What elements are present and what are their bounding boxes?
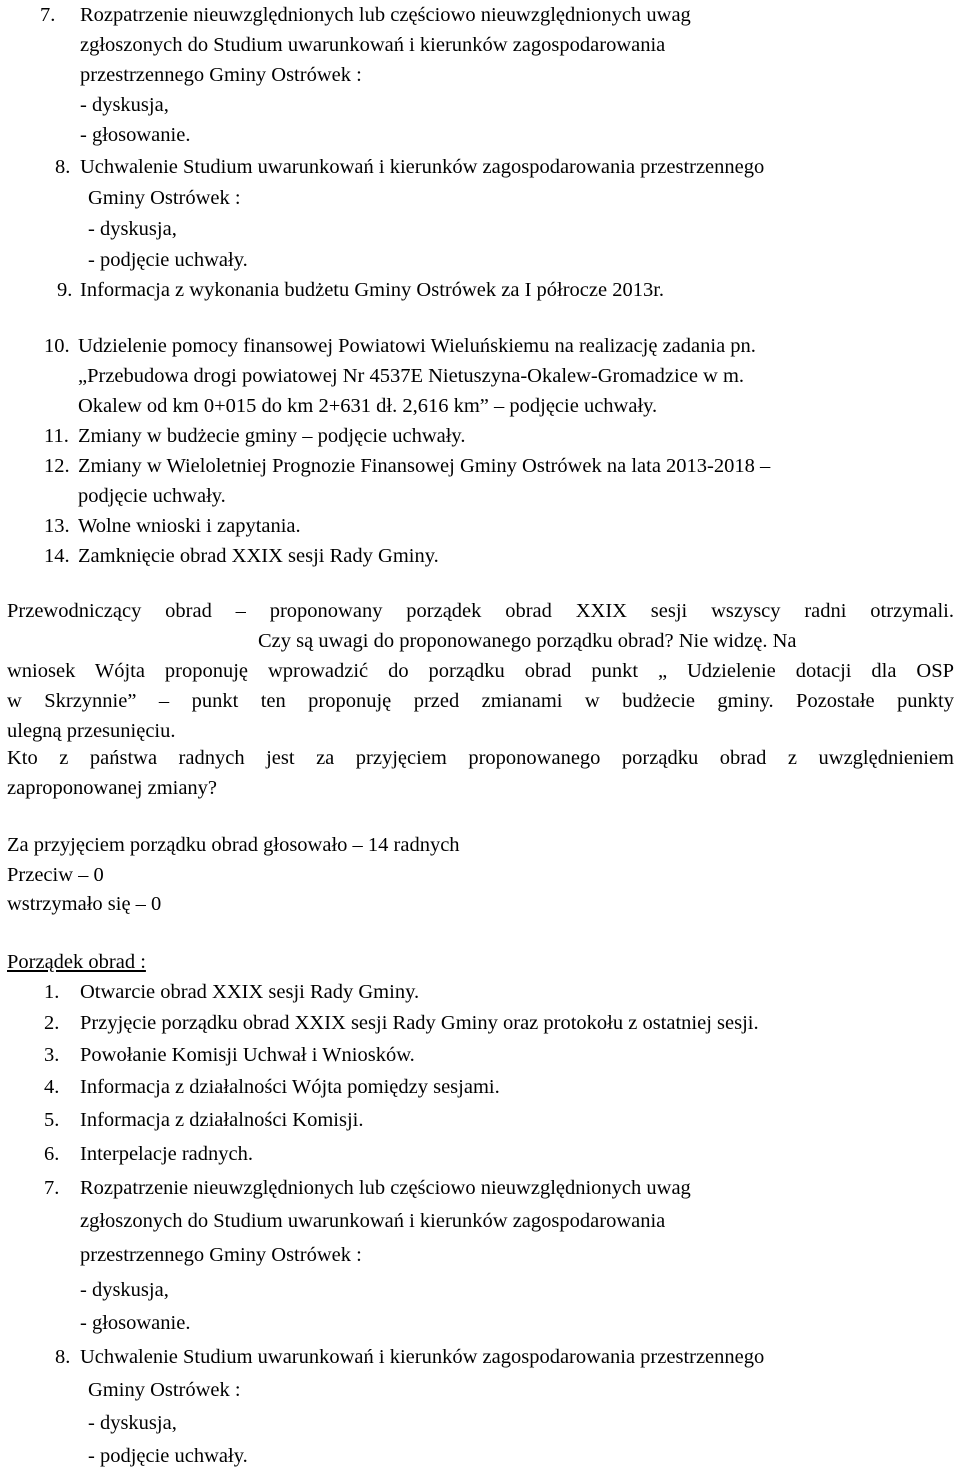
paragraph-line: Przewodniczący obrad – proponowany porządek obrad XXIX sesji wszyscy radni otrzymali. xyxy=(7,600,954,622)
agenda-item: - dyskusja, xyxy=(88,1412,177,1434)
list-item-text: podjęcie uchwały. xyxy=(78,485,226,507)
agenda-item: Informacja z działalności Wójta pomiędzy sesjami. xyxy=(80,1076,500,1098)
agenda-item: Interpelacje radnych. xyxy=(80,1143,254,1165)
list-number: 6. xyxy=(44,1143,60,1165)
paragraph-line: wniosek Wójta proponuję wprowadzić do porządku obrad punkt „ Udzielenie dotacji dla OSP xyxy=(7,660,954,682)
vote-line: Za przyjęciem porządku obrad głosowało – 14 radnych xyxy=(7,834,460,856)
agenda-item: Przyjęcie porządku obrad XXIX sesji Rady Gminy oraz protokołu z ostatniej sesji. xyxy=(80,1012,759,1034)
list-number: 13. xyxy=(44,515,70,537)
paragraph-line: Kto z państwa radnych jest za przyjęciem proponowanego porządku obrad z uwzględnieniem xyxy=(7,747,954,769)
list-number: 5. xyxy=(44,1109,60,1131)
agenda-heading: Porządek obrad : xyxy=(7,951,146,973)
paragraph-line: zaproponowanej zmiany? xyxy=(7,777,218,799)
list-item-text: Wolne wnioski i zapytania. xyxy=(78,515,301,537)
paragraph-line: w Skrzynnie” – punkt ten proponuję przed zmianami w budżecie gminy. Pozostałe punkty xyxy=(7,690,954,712)
list-item-text: Zmiany w Wieloletniej Prognozie Finansowej Gminy Ostrówek na lata 2013-2018 – xyxy=(78,455,771,477)
list-item-text: Rozpatrzenie nieuwzględnionych lub częściowo nieuwzględnionych uwag xyxy=(80,4,691,26)
agenda-item: Rozpatrzenie nieuwzględnionych lub częściowo nieuwzględnionych uwag xyxy=(80,1177,691,1199)
list-item-text: - dyskusja, xyxy=(80,94,169,116)
list-item-text: - dyskusja, xyxy=(88,218,177,240)
list-item-text: - głosowanie. xyxy=(80,124,191,146)
agenda-item: Gminy Ostrówek : xyxy=(88,1379,241,1401)
paragraph-line: ulegną przesunięciu. xyxy=(7,720,176,742)
agenda-item: przestrzennego Gminy Ostrówek : xyxy=(80,1244,362,1266)
list-number: 4. xyxy=(44,1076,60,1098)
list-item-text: Informacja z wykonania budżetu Gminy Ostrówek za I półrocze 2013r. xyxy=(80,279,665,301)
agenda-item: - podjęcie uchwały. xyxy=(88,1445,248,1467)
agenda-item: Otwarcie obrad XXIX sesji Rady Gminy. xyxy=(80,981,420,1003)
agenda-item: zgłoszonych do Studium uwarunkowań i kierunków zagospodarowania xyxy=(80,1210,666,1232)
agenda-item: Informacja z działalności Komisji. xyxy=(80,1109,364,1131)
list-item-text: „Przebudowa drogi powiatowej Nr 4537E Nietuszyna-Okalew-Gromadzice w m. xyxy=(78,365,745,387)
agenda-item: - głosowanie. xyxy=(80,1312,191,1334)
list-item-text: - podjęcie uchwały. xyxy=(88,249,248,271)
list-number: 7. xyxy=(44,1177,60,1199)
list-number: 14. xyxy=(44,545,70,567)
agenda-item: - dyskusja, xyxy=(80,1279,169,1301)
list-number: 8. xyxy=(55,1346,71,1368)
vote-line: wstrzymało się – 0 xyxy=(7,893,162,915)
list-item-text: zgłoszonych do Studium uwarunkowań i kierunków zagospodarowania xyxy=(80,34,666,56)
list-number: 3. xyxy=(44,1044,60,1066)
list-number: 8. xyxy=(55,156,71,178)
list-number: 10. xyxy=(44,335,70,357)
paragraph-line: Czy są uwagi do proponowanego porządku obrad? Nie widzę. Na xyxy=(258,630,797,652)
agenda-item: Uchwalenie Studium uwarunkowań i kierunków zagospodarowania przestrzennego xyxy=(80,1346,765,1368)
list-number: 1. xyxy=(44,981,60,1003)
list-number: 2. xyxy=(44,1012,60,1034)
list-item-text: Zmiany w budżecie gminy – podjęcie uchwały. xyxy=(78,425,466,447)
list-item-text: przestrzennego Gminy Ostrówek : xyxy=(80,64,362,86)
list-number: 7. xyxy=(40,4,56,26)
list-item-text: Gminy Ostrówek : xyxy=(88,187,241,209)
list-item-text: Zamknięcie obrad XXIX sesji Rady Gminy. xyxy=(78,545,439,567)
agenda-item: Powołanie Komisji Uchwał i Wniosków. xyxy=(80,1044,415,1066)
list-item-text: Okalew od km 0+015 do km 2+631 dł. 2,616 km” – podjęcie uchwały. xyxy=(78,395,658,417)
list-item-text: Udzielenie pomocy finansowej Powiatowi Wieluńskiemu na realizację zadania pn. xyxy=(78,335,756,357)
list-number: 11. xyxy=(44,425,69,447)
list-item-text: Uchwalenie Studium uwarunkowań i kierunków zagospodarowania przestrzennego xyxy=(80,156,765,178)
vote-line: Przeciw – 0 xyxy=(7,864,104,886)
list-number: 9. xyxy=(57,279,73,301)
list-number: 12. xyxy=(44,455,70,477)
